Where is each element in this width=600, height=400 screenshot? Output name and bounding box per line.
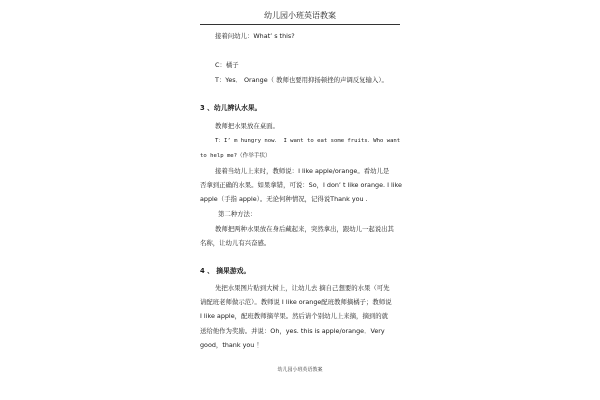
body-line: 教师把水果放在桌面。 <box>215 122 279 130</box>
body-line: I like apple，配班教师摘苹果。然后请个别幼儿上来摘，摘到的就 <box>200 312 389 320</box>
body-line: good，thank you ！ <box>200 341 263 349</box>
body-line: 请配班老师做示范）。教师说 I like orange配班教师摘橘子；教师说 <box>200 298 392 306</box>
body-line: 否拿到正确的水果。如果拿错，可说：So，I don’ t like orange. I like <box>200 181 402 189</box>
body-line: 接着当幼儿上来时，教师说：I like apple/orange。看幼儿是 <box>215 167 390 175</box>
dialogue-line: 接着问幼儿：What’ s this? <box>215 32 295 40</box>
body-line: 名称，让幼儿有兴奋感。 <box>200 239 271 247</box>
body-line: 先把水果图片贴到大树上，让幼儿去 摘自己想要的水果（可先 <box>215 284 390 292</box>
section-heading: 3 、幼儿辨认水果。 <box>200 104 262 112</box>
dialogue-line: T：Yes． Orange（ 教师也要用抑扬顿挫的声调反复输入）。 <box>215 76 388 84</box>
body-line: T：I’ m hungry now． I want to eat some fruits．Who want <box>215 138 401 144</box>
page-header-title: 幼儿园小班英语教案 <box>264 11 336 20</box>
body-line: 教师把两种水果放在身后藏起来，突然拿出，跟幼儿一起说出其 <box>215 225 394 233</box>
body-line: 送给他作为奖励。并说：Oh，yes. this is apple/orange．Very <box>200 327 385 335</box>
body-line: apple（手指 apple）。无论何种情况，记得说Thank you . <box>200 195 368 203</box>
body-line: 第二种方法： <box>218 210 257 218</box>
body-line: to help me?（作举手状） <box>200 153 271 159</box>
dialogue-line: C：橘子 <box>215 61 239 69</box>
page-footer: 幼儿园小班英语教案 <box>277 367 323 373</box>
section-heading: 4 、 摘果游戏。 <box>200 267 251 275</box>
header-rule <box>200 24 400 25</box>
